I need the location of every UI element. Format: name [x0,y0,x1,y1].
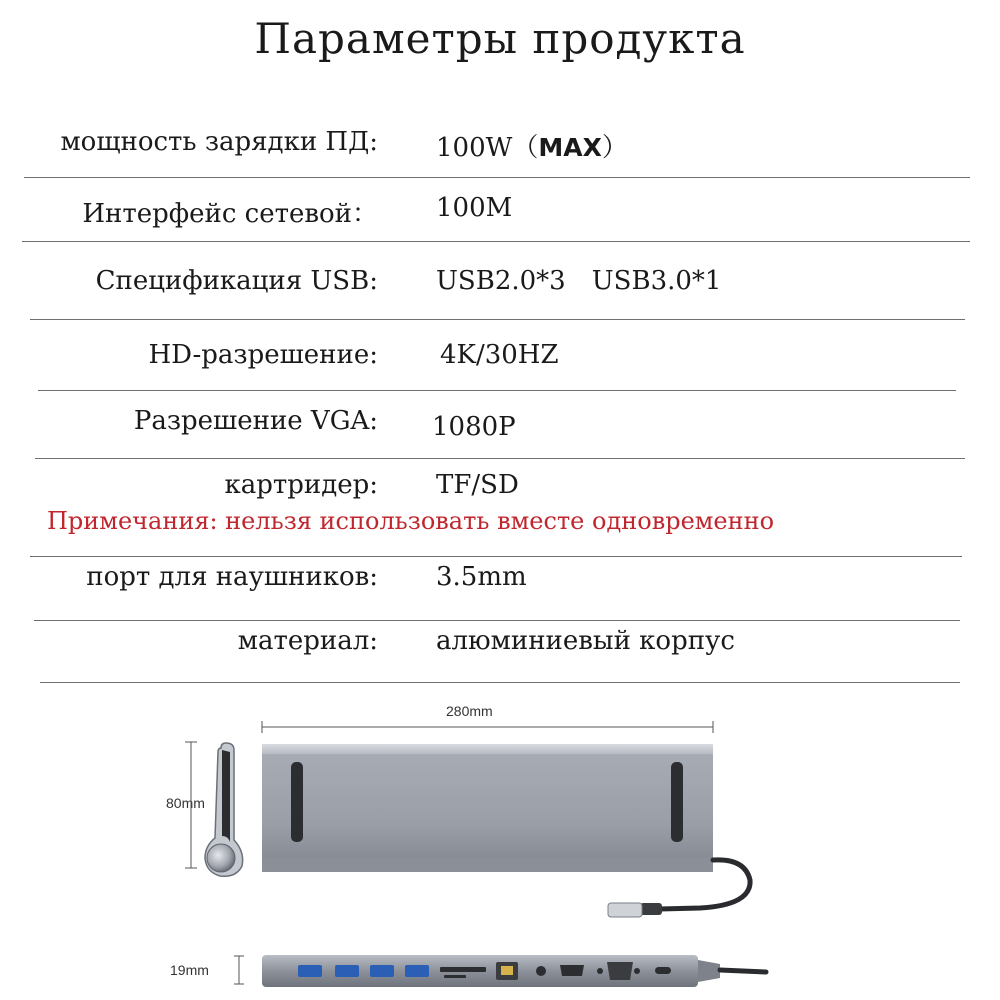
spec-value: USB2.0*3 USB3.0*1 [436,266,722,296]
usb-port-icon [335,965,359,977]
usb-c-plug [608,903,642,917]
spec-label: Интерфейс сетевой： [82,199,378,229]
hdmi-port-icon [560,965,584,976]
spec-label: Разрешение VGA: [133,406,378,436]
usb-port-icon [370,965,394,977]
front-view [262,744,750,917]
depth-dimension-label: 19mm [170,962,209,978]
side-profile-view [205,743,243,876]
spec-label: HD-разрешение: [148,340,378,370]
spec-value: 1080P [432,412,516,442]
spec-value: 100M [436,193,513,223]
page-title: Параметры продукта [254,14,746,63]
spec-value: 100W（MAX） [436,133,628,163]
left-slot [291,762,303,842]
spec-label: мощность зарядки ПД: [60,127,378,157]
usb-c-port-icon [655,967,671,974]
spec-value: 4K/30HZ [440,340,559,370]
height-dimension-line [185,742,197,868]
height-dimension-label: 80mm [166,795,205,811]
spec-value: TF/SD [436,470,519,500]
sd-slot-icon [440,967,486,972]
spec-label: картридер: [224,470,378,500]
port-strip-view [262,955,766,987]
vga-port-icon [607,962,633,980]
spec-label: материал: [237,626,378,656]
spec-label: порт для наушников: [86,562,378,592]
spec-value: 3.5mm [436,562,527,592]
width-dimension-line [262,721,713,733]
depth-dimension-line [234,956,244,984]
note-warning: Примечания: нельзя использовать вместе одновременно [47,507,775,535]
width-dimension-label: 280mm [446,703,493,719]
right-slot [671,762,683,842]
audio-jack-icon [536,966,546,976]
usb-port-icon [405,965,429,977]
spec-value: алюминиевый корпус [436,626,735,656]
usb-port-icon [298,965,322,977]
spec-label: Спецификация USB: [95,266,378,296]
tf-slot-icon [444,975,466,978]
